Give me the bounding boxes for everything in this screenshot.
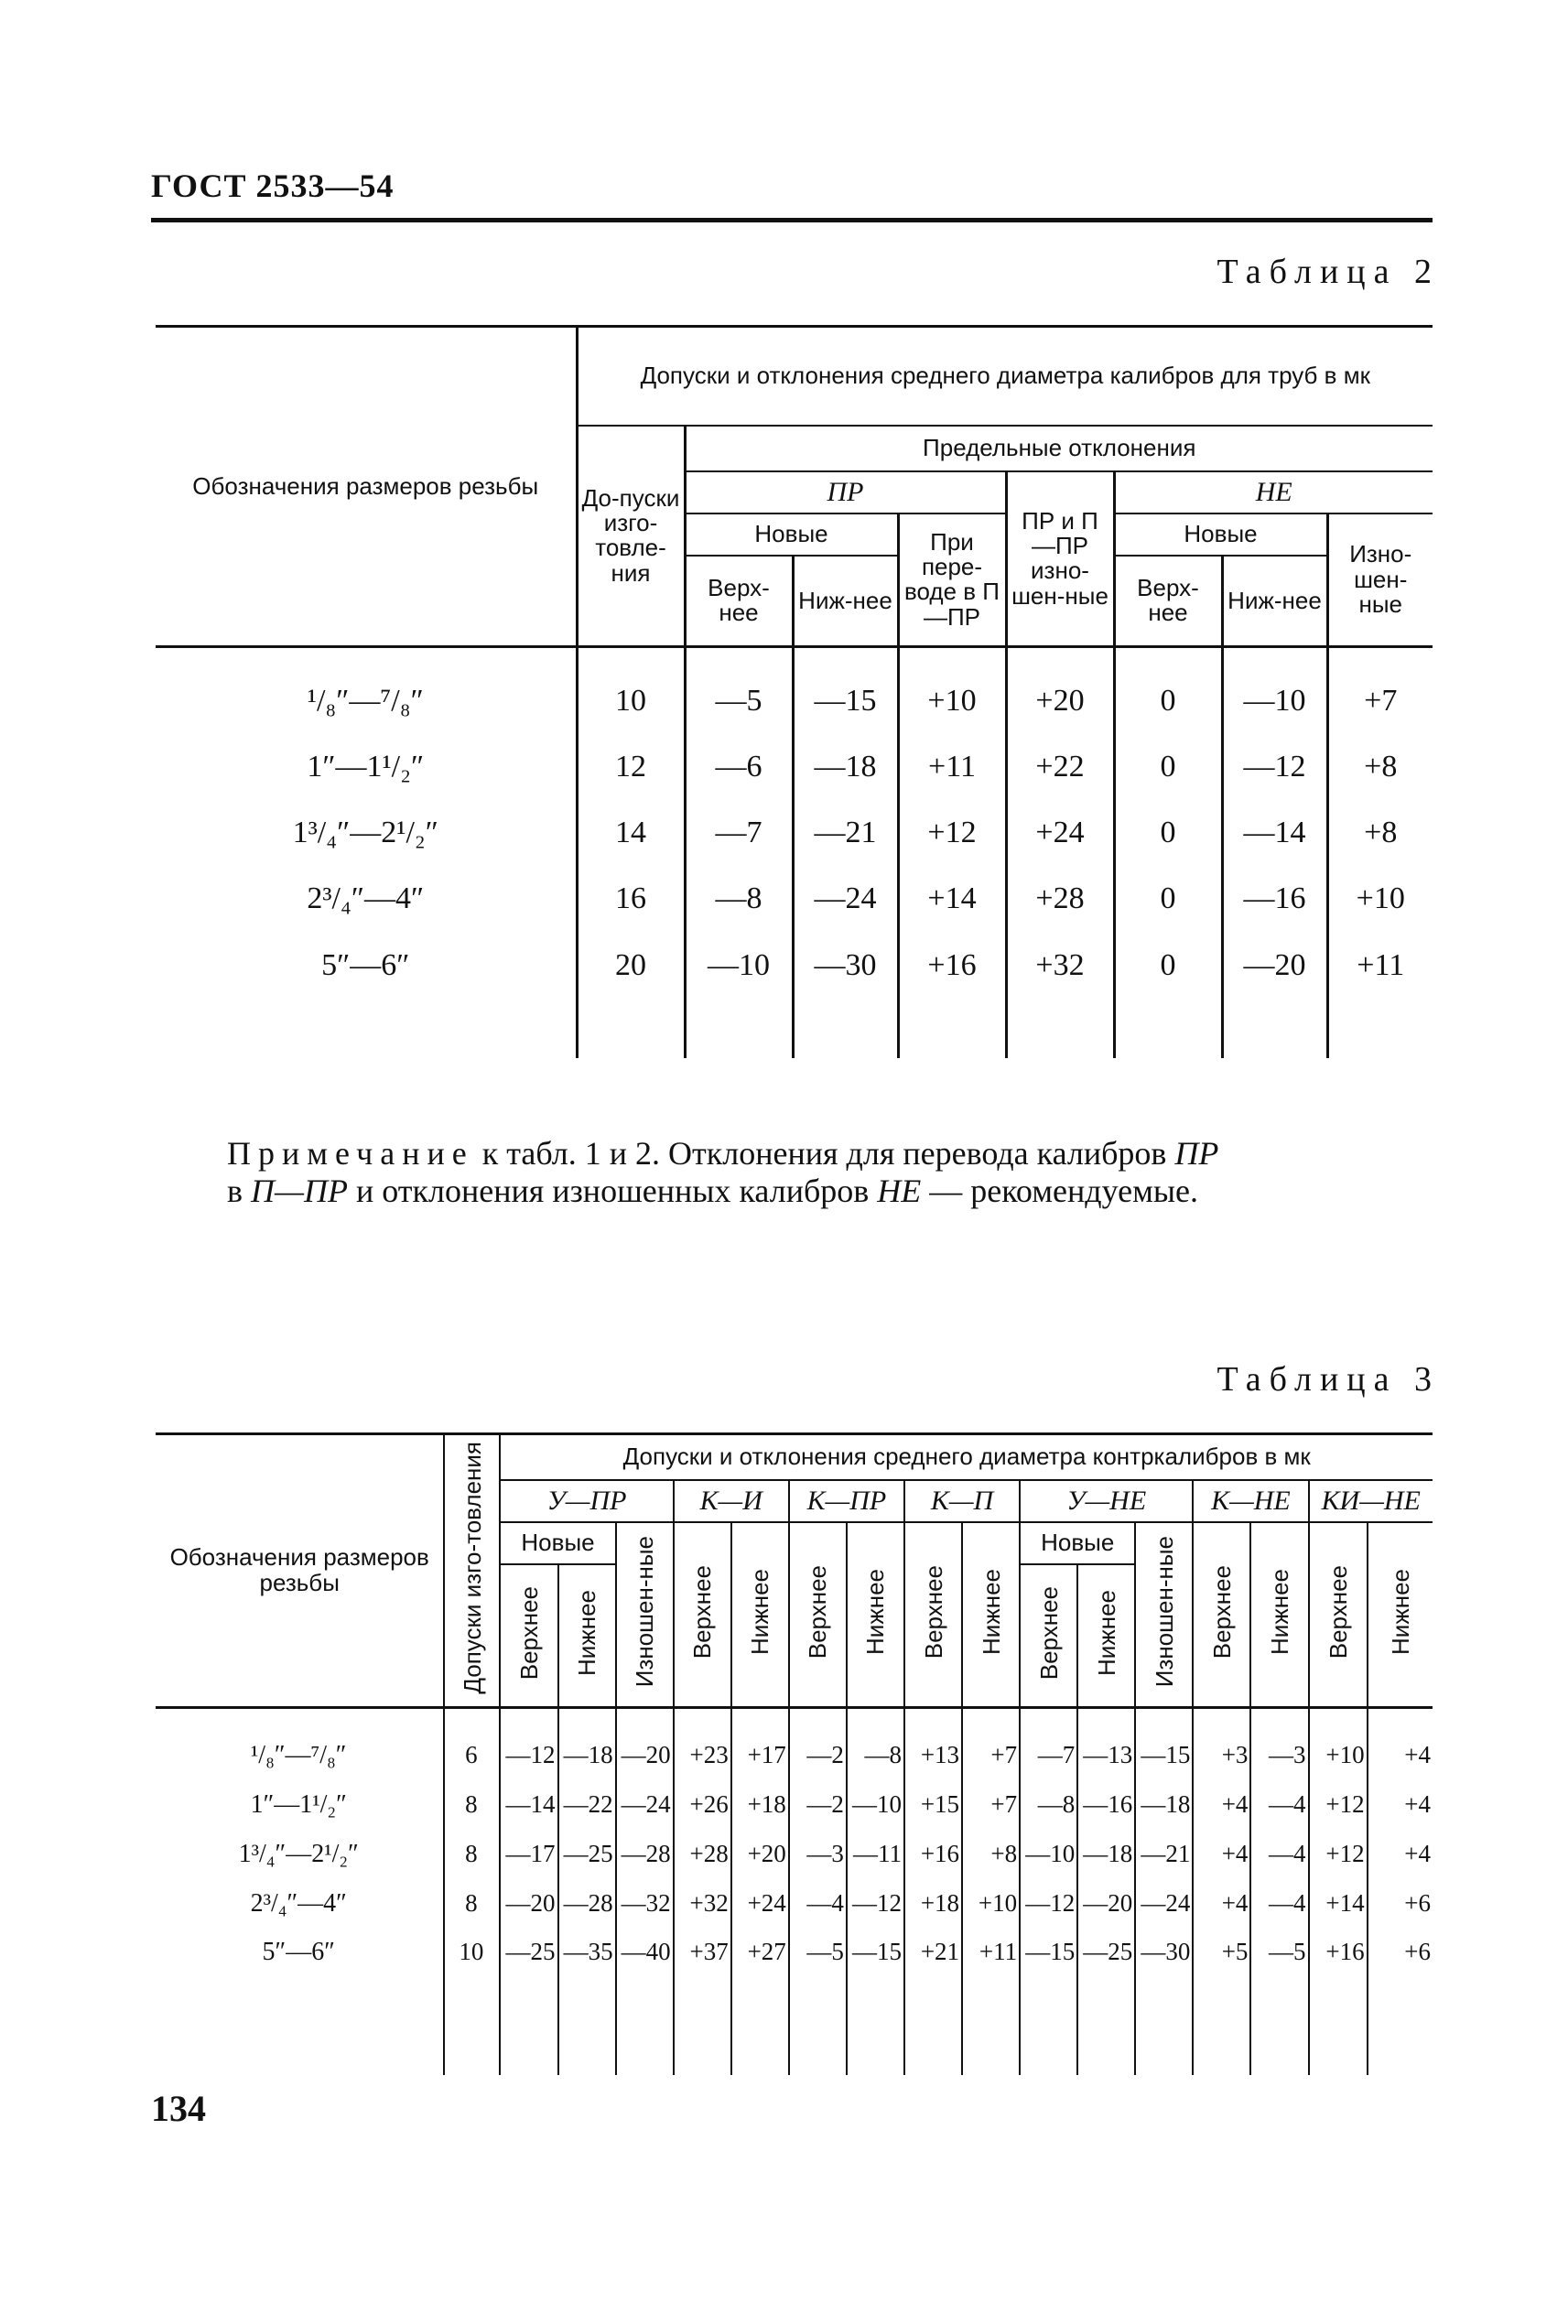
value-cell: 0 [1114, 647, 1222, 735]
value-cell: +10 [1309, 1707, 1368, 1780]
value-cell: —16 [1077, 1780, 1135, 1830]
value-cell: +24 [1006, 800, 1114, 866]
page-number: 134 [151, 2088, 206, 2129]
value-cell: —20 [1222, 932, 1327, 1058]
table3-group-k-p: К—П [904, 1480, 1020, 1522]
value-cell: +18 [731, 1780, 789, 1830]
table2-limit-title: Предельные отклонения [685, 426, 1433, 471]
value-cell: 16 [577, 866, 685, 932]
value-cell: +18 [904, 1879, 962, 1929]
table3-group-k-pr: К—ПР [789, 1480, 904, 1522]
value-cell: +24 [731, 1879, 789, 1929]
value-cell: +20 [1006, 647, 1114, 735]
table3-k-pr-lower: Нижнее [847, 1522, 904, 1708]
size-cell: 2³/₄″—4″ [250, 1888, 347, 1918]
value-cell: —2 [789, 1707, 847, 1780]
table2-group-title: Допуски и отклонения среднего диаметра калибров для труб в мк [577, 327, 1433, 426]
table3-k-p-lower: Нижнее [962, 1522, 1020, 1708]
table-row [156, 932, 1433, 1058]
value-cell: +23 [674, 1707, 731, 1780]
table3-u-pr-new: Новые [500, 1522, 615, 1564]
value-cell: +11 [898, 734, 1006, 800]
table3-k-p-upper: Верхнее [904, 1522, 962, 1708]
value-cell: +14 [1309, 1879, 1368, 1929]
value-cell: +11 [1327, 932, 1433, 1058]
value-cell: —12 [847, 1879, 904, 1929]
value-cell: +16 [898, 932, 1006, 1058]
value-cell: +32 [674, 1879, 731, 1929]
value-cell: —4 [1250, 1879, 1308, 1929]
value-cell: +15 [904, 1780, 962, 1830]
value-cell: —21 [793, 800, 898, 866]
tolerance-cell: 8 [444, 1830, 500, 1879]
size-cell: 1³/₄″—2¹/₂″ [238, 1839, 359, 1868]
value-cell: +4 [1368, 1780, 1433, 1830]
table3-caption: Таблица 3 [1217, 1360, 1440, 1399]
value-cell: +12 [1309, 1830, 1368, 1879]
table-row [156, 800, 1433, 866]
table3-group-k-ne: К—НЕ [1193, 1480, 1308, 1522]
value-cell: +32 [1006, 932, 1114, 1058]
table3-u-ne-upper: Верхнее [1020, 1564, 1077, 1708]
value-cell: +5 [1193, 1929, 1250, 2075]
value-cell: —3 [789, 1830, 847, 1879]
size-cell: 1″—1¹/₂″ [250, 1789, 347, 1819]
value-cell: +28 [674, 1830, 731, 1879]
value-cell: —40 [616, 1929, 674, 2075]
value-cell: —28 [558, 1879, 616, 1929]
value-cell: +21 [904, 1929, 962, 2075]
value-cell: +22 [1006, 734, 1114, 800]
value-cell: 0 [1114, 866, 1222, 932]
value-cell: —32 [616, 1879, 674, 1929]
value-cell: +16 [904, 1830, 962, 1879]
table2-col-transfer: При пере-воде в П—ПР [898, 513, 1006, 647]
value-cell: +8 [962, 1830, 1020, 1879]
value-cell: 0 [1114, 734, 1222, 800]
table2-group-pr: ПР [685, 471, 1006, 513]
size-cell: 5″—6″ [262, 1937, 335, 1966]
value-cell: +7 [1327, 647, 1433, 735]
value-cell: —30 [793, 932, 898, 1058]
size-cell: 5″—6″ [321, 948, 410, 982]
value-cell: —14 [1222, 800, 1327, 866]
table3-ki-ne-lower: Нижнее [1368, 1522, 1433, 1708]
value-cell: +4 [1193, 1879, 1250, 1929]
table3-u-pr-lower: Нижнее [558, 1564, 616, 1708]
value-cell: —17 [500, 1830, 557, 1879]
table3-group-ki-ne: КИ—НЕ [1309, 1480, 1433, 1522]
value-cell: —5 [685, 647, 793, 735]
value-cell: +10 [962, 1879, 1020, 1929]
table3-u-pr-worn: Изношен-ные [616, 1522, 674, 1708]
note-text-3: и отклонения изношенных калибров [348, 1173, 878, 1210]
value-cell: —12 [1222, 734, 1327, 800]
value-cell: —7 [685, 800, 793, 866]
size-cell: 1³/₄″—2¹/₂″ [292, 816, 438, 849]
value-cell: —15 [1135, 1707, 1193, 1780]
table2-col-tolerance: До-пуски изго-товле-ния [577, 426, 685, 647]
tolerance-cell: 6 [444, 1707, 500, 1780]
value-cell: —24 [793, 866, 898, 932]
value-cell: —22 [558, 1780, 616, 1830]
value-cell: +10 [898, 647, 1006, 735]
value-cell: —18 [793, 734, 898, 800]
table2-pr-upper: Верх-нее [685, 556, 793, 647]
note-term-pr: ПР [1174, 1135, 1219, 1172]
value-cell: —15 [1020, 1929, 1077, 2075]
value-cell: —12 [1020, 1879, 1077, 1929]
table-row [156, 1929, 1433, 2075]
value-cell: —11 [847, 1830, 904, 1879]
table-row [156, 1780, 1433, 1830]
value-cell: —4 [1250, 1780, 1308, 1830]
size-cell: ¹/₈″—⁷/₈″ [250, 1740, 347, 1769]
value-cell: 0 [1114, 800, 1222, 866]
value-cell: —30 [1135, 1929, 1193, 2075]
size-cell: ¹/₈″—⁷/₈″ [307, 684, 424, 718]
tolerance-cell: 8 [444, 1879, 500, 1929]
value-cell: —25 [500, 1929, 557, 2075]
table3-k-ne-upper: Верхнее [1193, 1522, 1250, 1708]
value-cell: —14 [500, 1780, 557, 1830]
value-cell: +6 [1368, 1929, 1433, 2075]
table-row [156, 1707, 1433, 1780]
note-term-p-pr: П—ПР [251, 1173, 348, 1210]
value-cell: +12 [898, 800, 1006, 866]
tolerance-cell: 10 [444, 1929, 500, 2075]
value-cell: +4 [1193, 1780, 1250, 1830]
value-cell: —8 [1020, 1780, 1077, 1830]
value-cell: —24 [1135, 1879, 1193, 1929]
note-text-2: в [227, 1173, 251, 1210]
size-cell: 1″—1¹/₂″ [307, 750, 425, 784]
table3 [156, 1432, 1433, 2075]
size-cell: 2³/₄″—4″ [307, 881, 425, 915]
table3-k-i-lower: Нижнее [731, 1522, 789, 1708]
value-cell: —25 [558, 1830, 616, 1879]
value-cell: +16 [1309, 1929, 1368, 2075]
value-cell: +4 [1368, 1707, 1433, 1780]
value-cell: —25 [1077, 1929, 1135, 2075]
value-cell: +7 [962, 1707, 1020, 1780]
value-cell: —24 [616, 1780, 674, 1830]
value-cell: 0 [1114, 932, 1222, 1058]
table3-group-u-ne: У—НЕ [1020, 1480, 1193, 1522]
table2-col-ne-worn: Изно-шен-ные [1327, 513, 1433, 647]
table3-k-i-upper: Верхнее [674, 1522, 731, 1708]
table-row [156, 647, 1433, 735]
value-cell: +8 [1327, 734, 1433, 800]
value-cell: +7 [962, 1780, 1020, 1830]
table-row [156, 1830, 1433, 1879]
value-cell: —20 [500, 1879, 557, 1929]
value-cell: —18 [1135, 1780, 1193, 1830]
value-cell: —18 [1077, 1830, 1135, 1879]
value-cell: —10 [1020, 1830, 1077, 1879]
value-cell: +20 [731, 1830, 789, 1879]
value-cell: —35 [558, 1929, 616, 2075]
table3-group-title: Допуски и отклонения среднего диаметра контркалибров в мк [500, 1434, 1433, 1480]
value-cell: +13 [904, 1707, 962, 1780]
value-cell: +27 [731, 1929, 789, 2075]
table3-u-ne-new: Новые [1020, 1522, 1135, 1564]
value-cell: —28 [616, 1830, 674, 1879]
value-cell: —4 [1250, 1830, 1308, 1879]
table2-ne-upper: Верх-нее [1114, 556, 1222, 647]
table-note [227, 1135, 1435, 1211]
value-cell: 12 [577, 734, 685, 800]
table3-ki-ne-upper: Верхнее [1309, 1522, 1368, 1708]
value-cell: 14 [577, 800, 685, 866]
document-header: ГОСТ 2533—54 [151, 168, 395, 204]
value-cell: —16 [1222, 866, 1327, 932]
table3-u-ne-worn: Изношен-ные [1135, 1522, 1193, 1708]
value-cell: 20 [577, 932, 685, 1058]
table2-ne-new: Новые [1114, 513, 1327, 556]
value-cell: —13 [1077, 1707, 1135, 1780]
table2-caption: Таблица 2 [1217, 253, 1440, 291]
value-cell: —18 [558, 1707, 616, 1780]
note-text-4: — рекомендуемые. [921, 1173, 1199, 1210]
note-term-ne: НЕ [877, 1173, 922, 1210]
note-text-1: к табл. 1 и 2. Отклонения для перевода калибров [473, 1135, 1175, 1172]
value-cell: +11 [962, 1929, 1020, 2075]
value-cell: +3 [1193, 1707, 1250, 1780]
note-lead: Примечание [227, 1135, 474, 1172]
table2-ne-lower: Ниж-нее [1222, 556, 1327, 647]
value-cell: +4 [1193, 1830, 1250, 1879]
table2-pr-new: Новые [685, 513, 898, 556]
value-cell: —2 [789, 1780, 847, 1830]
value-cell: —10 [1222, 647, 1327, 735]
value-cell: —12 [500, 1707, 557, 1780]
value-cell: +26 [674, 1780, 731, 1830]
value-cell: +37 [674, 1929, 731, 2075]
table-row [156, 866, 1433, 932]
value-cell: —15 [793, 647, 898, 735]
table3-k-ne-lower: Нижнее [1250, 1522, 1308, 1708]
table3-u-ne-lower: Нижнее [1077, 1564, 1135, 1708]
value-cell: +4 [1368, 1830, 1433, 1879]
value-cell: +14 [898, 866, 1006, 932]
value-cell: +10 [1327, 866, 1433, 932]
value-cell: —21 [1135, 1830, 1193, 1879]
value-cell: —10 [847, 1780, 904, 1830]
header-rule [151, 218, 1433, 222]
value-cell: —8 [685, 866, 793, 932]
value-cell: 10 [577, 647, 685, 735]
table3-group-k-i: К—И [674, 1480, 789, 1522]
table3-group-u-pr: У—ПР [500, 1480, 673, 1522]
value-cell: —3 [1250, 1707, 1308, 1780]
value-cell: +28 [1006, 866, 1114, 932]
value-cell: —5 [1250, 1929, 1308, 2075]
value-cell: —10 [685, 932, 793, 1058]
tolerance-cell: 8 [444, 1780, 500, 1830]
value-cell: —20 [616, 1707, 674, 1780]
value-cell: —6 [685, 734, 793, 800]
table3-u-pr-upper: Верхнее [500, 1564, 557, 1708]
table2-col-sizes: Обозначения размеров резьбы [156, 327, 577, 647]
value-cell: +12 [1309, 1780, 1368, 1830]
table-row [156, 1879, 1433, 1929]
value-cell: —4 [789, 1879, 847, 1929]
value-cell: —20 [1077, 1879, 1135, 1929]
value-cell: +8 [1327, 800, 1433, 866]
table2-col-pr-worn: ПР и П—ПР изно-шен-ные [1006, 471, 1114, 647]
value-cell: +6 [1368, 1879, 1433, 1929]
value-cell: —5 [789, 1929, 847, 2075]
table-row [156, 734, 1433, 800]
value-cell: —8 [847, 1707, 904, 1780]
table2-group-ne: НЕ [1114, 471, 1433, 513]
value-cell: —15 [847, 1929, 904, 2075]
table3-col-sizes: Обозначения размеров резьбы [156, 1434, 444, 1708]
value-cell: —7 [1020, 1707, 1077, 1780]
table2-pr-lower: Ниж-нее [793, 556, 898, 647]
table2 [156, 325, 1433, 1058]
value-cell: +17 [731, 1707, 789, 1780]
table3-col-tolerance: Допуски изго-товления [444, 1434, 500, 1708]
table3-k-pr-upper: Верхнее [789, 1522, 847, 1708]
